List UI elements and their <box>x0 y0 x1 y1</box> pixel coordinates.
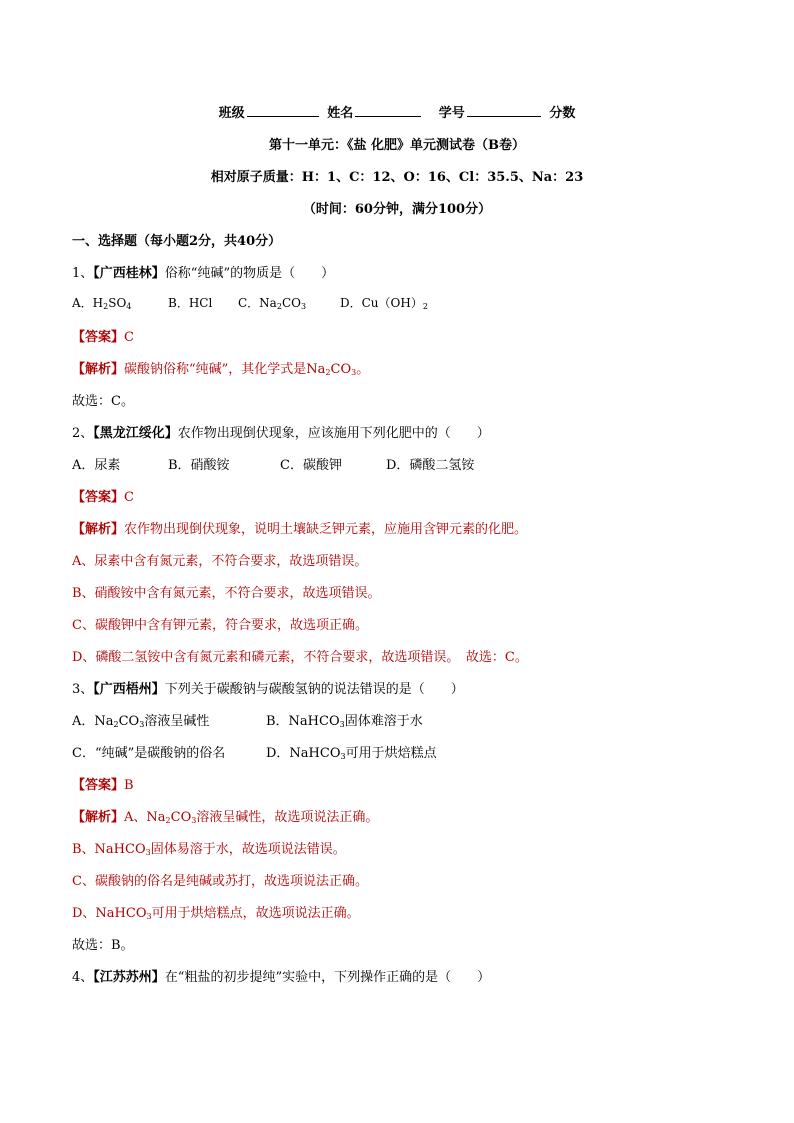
question-number: 3、 <box>72 682 94 697</box>
question-2-answer <box>72 486 134 505</box>
question-2-analysis-b: B、硝酸铵中含有氮元素，不符合要求，故选项错误。 <box>72 586 381 601</box>
question-2-analysis-a: A、尿素中含有氮元素，不符合要求，故选项错误。 <box>72 554 368 569</box>
question-3-options-ab <box>72 710 423 729</box>
option-a: A．尿素 <box>72 458 121 473</box>
option-c: C．碳酸钾 <box>280 458 342 473</box>
question-text: 农作物出现倒伏现象，应该施用下列化肥中的（ ） <box>177 426 490 441</box>
question-3-analysis-c: C、碳酸钠的俗名是纯碱或苏打，故选项说法正确。 <box>72 874 368 889</box>
exam-title: 第十一单元：《盐 化肥》单元测试卷（B卷） <box>268 138 525 153</box>
atomic-mass-line: 相对原子质量：H：1、C：12、O：16、Cl：35.5、Na：23 <box>210 170 584 185</box>
question-text: 下列关于碳酸钠与碳酸氢钠的说法错误的是（ ） <box>164 682 464 697</box>
option-a: A．$Na_2CO_3$溶液呈碱性 <box>72 714 210 729</box>
question-3-analysis <box>72 806 378 825</box>
analysis-tag: 【解析】 <box>72 522 125 537</box>
question-3-choose: 故选：B。 <box>72 938 134 953</box>
question-1-answer <box>72 326 134 345</box>
question-2-analysis-d: D、磷酸二氢铵中含有氮元素和磷元素，不符合要求，故选项错误。 故选：C。 <box>72 650 528 665</box>
class-label: 班级 <box>218 106 245 121</box>
student-info-line <box>0 102 794 121</box>
question-1-stem <box>72 262 334 281</box>
question-3-stem <box>72 678 464 697</box>
question-4-stem <box>72 966 490 985</box>
option-c: C．$Na_2CO_3$ <box>238 296 307 311</box>
answer-value: C <box>124 330 134 345</box>
option-a: A．$H_2SO_4$ <box>72 296 132 311</box>
name-label: 姓名 <box>327 106 354 121</box>
question-number: 1、 <box>72 266 94 281</box>
question-source: 【广西桂林】 <box>93 266 165 281</box>
question-3-options-cd <box>72 742 437 761</box>
option-b: B．HCl <box>168 296 213 310</box>
section-title: 一、选择题（每小题2分，共40分） <box>72 234 282 249</box>
option-d: D．磷酸二氢铵 <box>386 458 475 473</box>
question-source: 【江苏苏州】 <box>93 970 165 985</box>
analysis-text: 碳酸钠俗称“纯碱”，其化学式是$Na_2CO_3$。 <box>124 362 370 377</box>
question-1-options <box>72 294 428 311</box>
question-3-answer <box>72 774 134 793</box>
question-number: 4、 <box>72 970 94 985</box>
analysis-text: A、$Na_2CO_3$溶液呈碱性，故选项说法正确。 <box>124 810 379 825</box>
question-3-analysis-d: D、NaHCO$_3$可用于烘焙糕点，故选项说法正确。 <box>72 906 360 921</box>
answer-tag: 【答案】 <box>72 330 125 345</box>
analysis-tag: 【解析】 <box>72 810 125 825</box>
question-number: 2、 <box>72 426 94 441</box>
question-text: 俗称“纯碱”的物质是（ ） <box>164 266 335 281</box>
answer-value: C <box>124 490 134 505</box>
question-2-options <box>72 454 474 473</box>
answer-value: B <box>124 778 134 793</box>
id-label: 学号 <box>438 106 465 121</box>
name-blank <box>355 103 421 117</box>
question-source: 【广西梧州】 <box>93 682 165 697</box>
analysis-tag: 【解析】 <box>72 362 125 377</box>
option-b: B．硝酸铵 <box>168 458 230 473</box>
question-1-choose: 故选：C。 <box>72 394 134 409</box>
answer-tag: 【答案】 <box>72 490 125 505</box>
question-1-analysis <box>72 358 369 377</box>
question-3-analysis-b: B、NaHCO$_3$固体易溶于水，故选项说法错误。 <box>72 842 346 857</box>
question-source: 【黑龙江绥化】 <box>93 426 178 441</box>
question-2-analysis-c: C、碳酸钾中含有钾元素，符合要求，故选项正确。 <box>72 618 368 633</box>
analysis-text: 农作物出现倒伏现象，说明土壤缺乏钾元素，应施用含钾元素的化肥。 <box>124 522 528 537</box>
id-blank <box>467 103 541 117</box>
answer-tag: 【答案】 <box>72 778 125 793</box>
option-d: D．NaHCO$_3$可用于烘焙糕点 <box>266 746 437 761</box>
score-label: 分数 <box>549 106 576 121</box>
option-d: D．$Cu(OH)_2$ <box>340 296 428 311</box>
class-blank <box>247 103 319 117</box>
time-line: （时间：60分钟，满分100分） <box>302 202 492 217</box>
question-2-analysis <box>72 518 527 537</box>
question-2-stem <box>72 422 490 441</box>
question-text: 在“粗盐的初步提纯”实验中，下列操作正确的是（ ） <box>164 970 491 985</box>
option-b: B．NaHCO$_3$固体难溶于水 <box>266 714 423 729</box>
option-c: C．“纯碱”是碳酸钠的俗名 <box>72 746 226 761</box>
